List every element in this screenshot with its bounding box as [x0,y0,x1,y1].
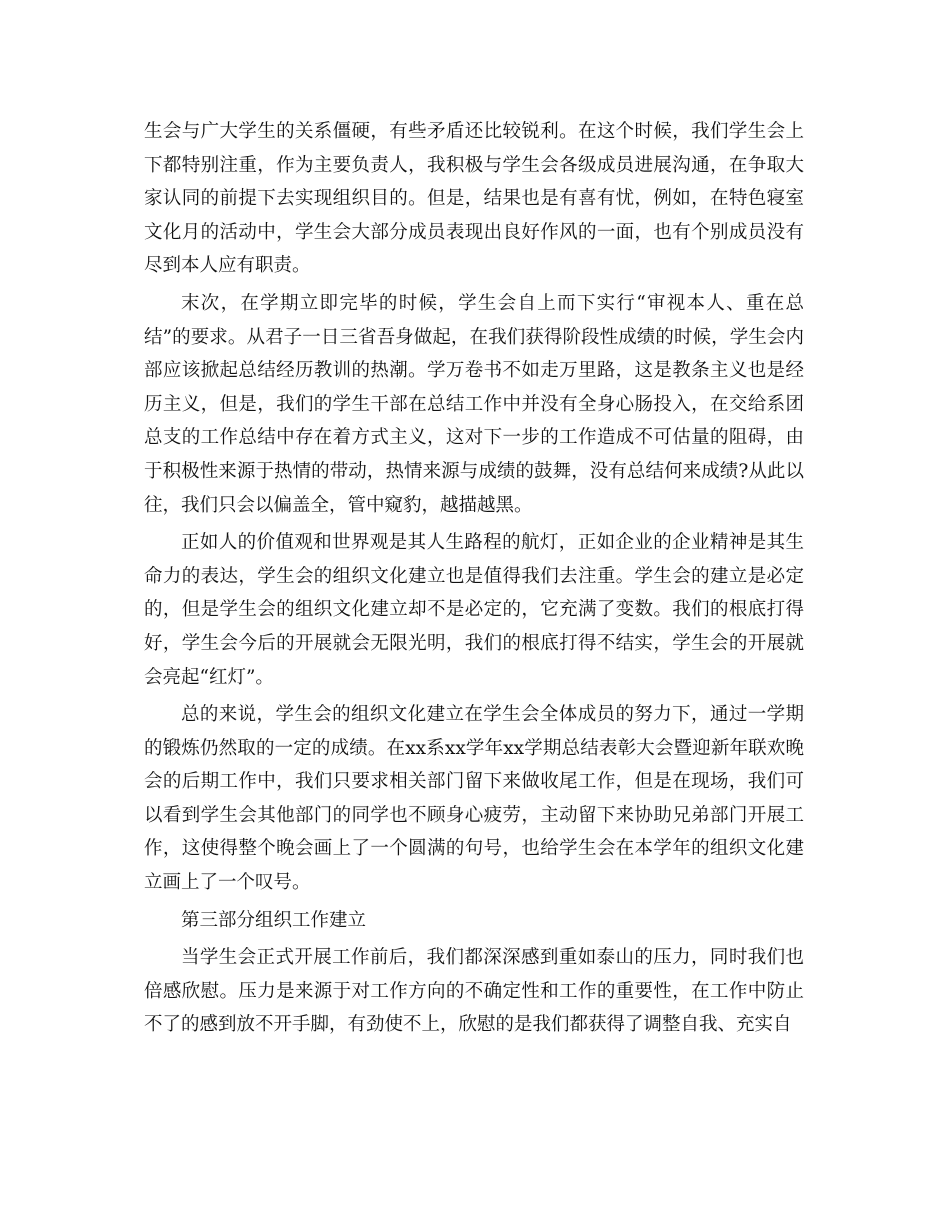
paragraph-continuation: 生会与广大学生的关系僵硬，有些矛盾还比较锐利。在这个时候，我们学生会上下都特别注重，作为主要负责人，我积极与学生会各级成员进展沟通，在争取大家认同的前提下去实现组织目的。但是，结果也是有喜有忧，例如，在特色寝室文化月的活动中，学生会大部分成员表现出良好作风的一面，也有个别成员没有尽到本人应有职责。 [144,121,804,277]
document-body [144,115,804,1042]
paragraph-organization-work: 当学生会正式开展工作前后，我们都深深感到重如泰山的压力，同时我们也倍感欣慰。压力是来源于对工作方向的不确定性和工作的重要性，在工作中防止不了的感到放不开手脚，有劲使不上，欣慰的是我们都获得了调整自我、充实自 [144,947,804,1036]
paragraph-organizational-culture: 正如人的价值观和世界观是其人生路程的航灯，正如企业的企业精神是其生命力的表达，学生会的组织文化建立也是值得我们去注重。学生会的建立是必定的，但是学生会的组织文化建立却不是必定的，它充满了变数。我们的根底打得好，学生会今后的开展就会无限光明，我们的根底打得不结实，学生会的开展就会亮起“红灯”。 [144,532,804,688]
paragraph-summary: 总的来说，学生会的组织文化建立在学生会全体成员的努力下，通过一学期的锻炼仍然取的一定的成绩。在xx系xx学年xx学期总结表彰大会暨迎新年联欢晚会的后期工作中，我们只要求相关部门留下来做收尾工作，但是在现场，我们可以看到学生会其他部门的同学也不顾身心疲劳，主动留下来协助兄弟部门开展工作，这使得整个晚会画上了一个圆满的句号，也给学生会在本学年的组织文化建立画上了一个叹号。 [144,704,804,894]
paragraph-self-review: 末次，在学期立即完毕的时候，学生会自上而下实行“审视本人、重在总结”的要求。从君子一日三省吾身做起，在我们获得阶段性成绩的时候，学生会内部应该掀起总结经历教训的热潮。学万卷书不如走万里路，这是教条主义也是经历主义，但是，我们的学生干部在总结工作中并没有全身心肠投入，在交给系团总支的工作总结中存在着方式主义，这对下一步的工作造成不可估量的阻碍，由于积极性来源于热情的带动，热情来源与成绩的鼓舞，没有总结何来成绩?从此以往，我们只会以偏盖全，管中窥豹，越描越黑。 [144,292,804,516]
section-heading: 第三部分组织工作建立 [181,909,367,931]
